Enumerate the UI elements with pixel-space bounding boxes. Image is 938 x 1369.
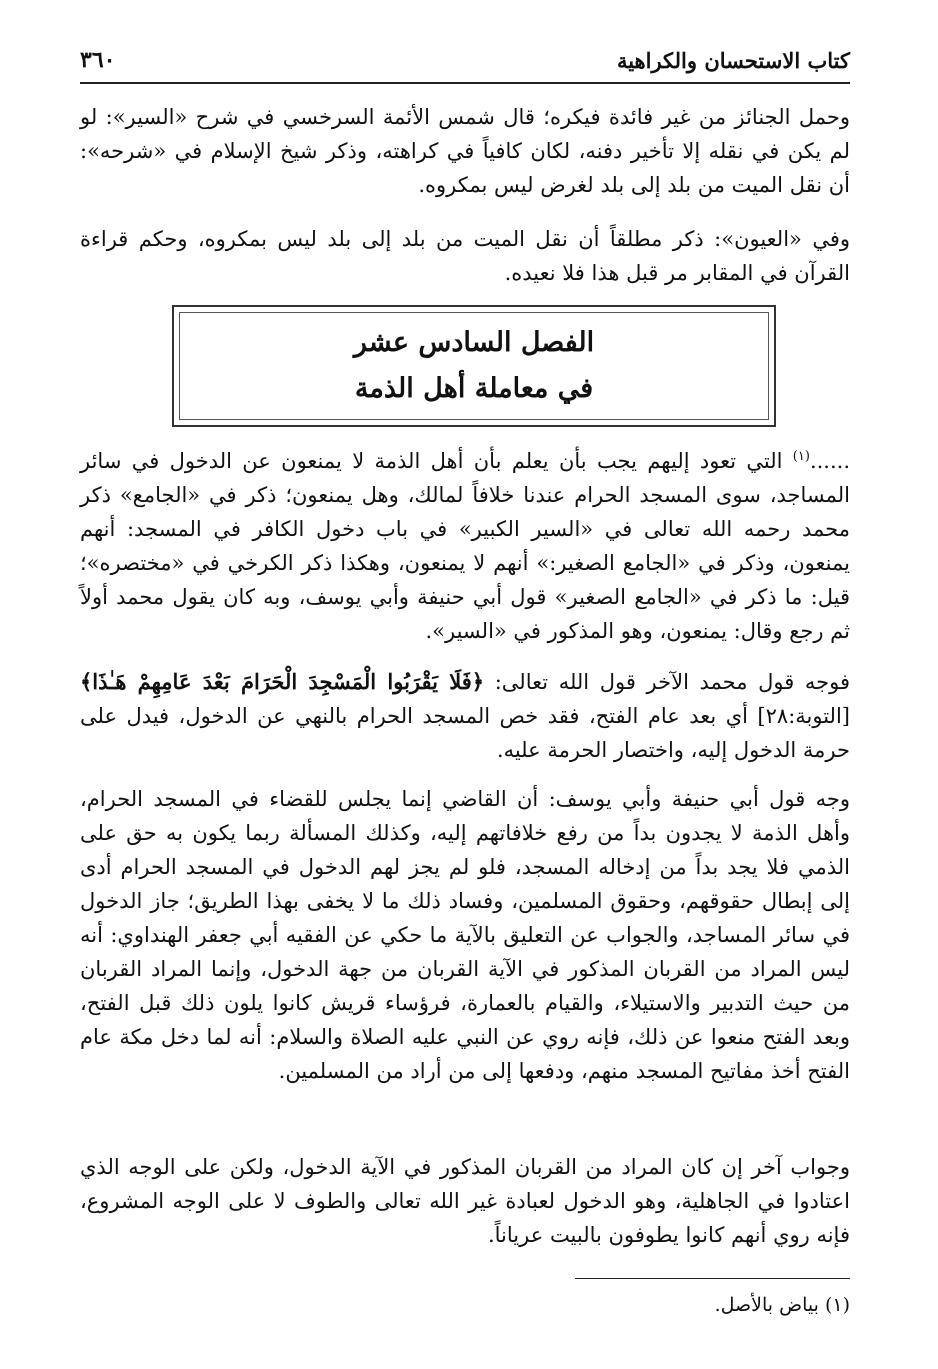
chapter-title: الفصل السادس عشر: [353, 327, 595, 358]
footnote-text: بياض بالأصل.: [714, 1294, 819, 1316]
paragraph-4-text: أي بعد عام الفتح، فقد خص المسجد الحرام بالنهي عن الدخول، فيدل على حرمة الدخول إليه، واختصار الحرمة عليه.: [80, 704, 850, 762]
paragraph-4-intro: فوجه قول محمد الآخر قول الله تعالى:: [484, 670, 850, 694]
paragraph-2-text: وفي «العيون»: ذكر مطلقاً أن نقل الميت من بلد إلى بلد ليس بمكروه، وحكم قراءة القرآن في المقابر مر قبل هذا فلا نعيده.: [80, 227, 850, 285]
paragraph-5-text: وجه قول أبي حنيفة وأبي يوسف: أن القاضي إنما يجلس للقضاء في المسجد الحرام، وأهل الذمة لا يجدون بداً من رفع خلافاتهم إليه، وكذلك المسألة ربما يكون به حق على الذمي فلا يجد بداً من إدخاله المسجد، فلو لم يجز لهم الدخول في المسجد الحرام أدى إلى إبطال حقوقهم، وحقوق المسلمين، وفساد ذلك ما لا يخفى بهذا الطريق؛ جاز الدخول في سائر المساجد، والجواب عن التعليق بالآية ما حكي عن الفقيه أبي جعفر الهنداوي: أنه ليس المراد من القربان المذكور في الآية القربان من جهة الدخول، وإنما المراد القربان من حيث التدبير والاستيلاء، والقيام بالعمارة، فرؤساء قريش كانوا يلون ذلك قبل الفتح، وبعد الفتح منعوا عن ذلك، فإنه روي عن النبي عليه الصلاة والسلام: أنه لما دخل مكة عام الفتح أخذ مفاتيح المسجد منهم، ودفعها إلى من أراد من المسلمين.: [80, 787, 850, 1083]
paragraph-3: [80, 440, 850, 648]
paragraph-2: [80, 222, 850, 290]
footnote-marker: (١): [824, 1294, 850, 1316]
paragraph-5: [80, 782, 850, 1088]
footnote: [80, 1290, 850, 1320]
chapter-subtitle: في معاملة أهل الذمة: [354, 373, 594, 404]
paragraph-1: [80, 100, 850, 202]
book-title: كتاب الاستحسان والكراهية: [616, 47, 850, 73]
paragraph-3-content: [80, 440, 850, 648]
paragraph-4: [80, 665, 850, 767]
paragraph-4-content: [80, 665, 850, 767]
quran-verse: ﴿فَلَا يَقْرَبُوا الْمَسْجِدَ الْحَرَامَ بَعْدَ عَامِهِمْ هَـٰذَا﴾: [80, 669, 485, 694]
footnote-reference-1: (١): [792, 449, 810, 464]
footnote-separator: [575, 1278, 850, 1279]
verse-reference: [التوبة:٢٨]: [747, 704, 850, 728]
chapter-heading-box: [172, 305, 776, 427]
paragraph-1-text: وحمل الجنائز من غير فائدة فيكره؛ قال شمس الأئمة السرخسي في شرح «السير»: لو لم يكن في نقله إلا تأخير دفنه، لكان كافياً في كراهته، وذكر شيخ الإسلام في «شرحه»: أن نقل الميت من بلد إلى بلد لغرض ليس بمكروه.: [80, 105, 850, 197]
page-number: ٣٦٠: [80, 47, 116, 73]
ellipsis-gap: ......: [809, 449, 850, 473]
paragraph-6: [80, 1150, 850, 1252]
running-header: [80, 38, 850, 84]
paragraph-3-text: التي تعود إليهم يجب بأن يعلم بأن أهل الذمة لا يمنعون عن الدخول في سائر المساجد، سوى المسجد الحرام عندنا خلافاً لمالك، وهل يمنعون؛ ذكر في «الجامع» ذكر محمد رحمه الله تعالى في «السير الكبير» في باب دخول الكافر في المسجد: أنهم يمنعون، وذكر في «الجامع الصغير:» أنهم لا يمنعون، وهكذا ذكر الكرخي في «مختصره»؛ قيل: ما ذكر في «الجامع الصغير» قول أبي حنيفة وأبي يوسف، وبه كان يقول محمد أولاً ثم رجع وقال: يمنعون، وهو المذكور في «السير».: [80, 449, 850, 643]
paragraph-6-text: وجواب آخر إن كان المراد من القربان المذكور في الآية الدخول، ولكن على الوجه الذي اعتادوا في الجاهلية، وهو الدخول لعبادة غير الله تعالى والطوف لا على الوجه المشروع، فإنه روي أنهم كانوا يطوفون بالبيت عرياناً.: [80, 1155, 850, 1247]
